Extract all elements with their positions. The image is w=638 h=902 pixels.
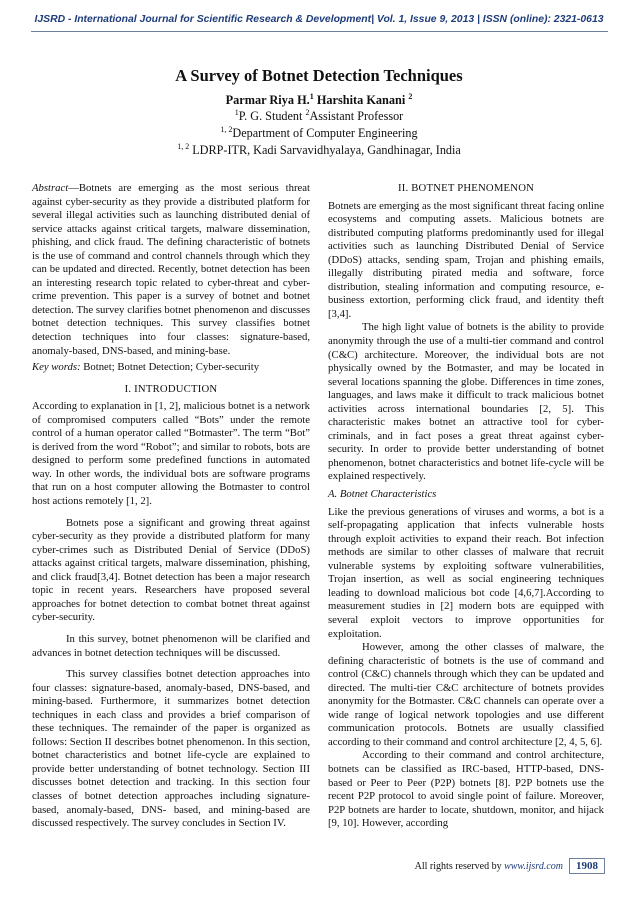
abstract: [32, 182, 310, 358]
page-number: 1908: [569, 858, 605, 874]
affiliation-department: [0, 125, 638, 142]
abstract-label: Abstract: [32, 182, 69, 194]
paper-title: A Survey of Botnet Detection Techniques: [175, 66, 463, 85]
author-affiliation-mark: 2: [408, 92, 413, 101]
site-link[interactable]: www.ijsrd.com: [504, 861, 563, 872]
section-heading-introduction: I. INTRODUCTION: [124, 382, 218, 395]
affiliation-mark: 2: [305, 108, 310, 117]
department-text: Department of Computer Engineering: [232, 126, 418, 140]
affiliation-mark: 1, 2: [177, 142, 190, 151]
subsection-heading-botnet-characteristics: A. Botnet Characteristics: [328, 488, 437, 501]
author-affiliation-mark: 1: [309, 92, 314, 101]
page-footer: [415, 858, 605, 874]
paragraph: However, among the other classes of malware, the defining characteristic of botnets is the use of command and control (C&C) channels through which they can be updated and directed. The multi-tier C&C architecture of botnets provides anonymity for the Botmaster. C&C channels can operate over a wide range of logical network topologies and use different communication protocols. Botnets are usually classified according to their command and control architecture [2, 4, 5, 6].: [328, 641, 604, 748]
affiliation-institute: [0, 142, 638, 159]
section-heading-botnet-phenomenon: II. BOTNET PHENOMENON: [397, 182, 535, 194]
affiliation-roles: [0, 108, 638, 125]
author-name: Parmar Riya H.: [225, 93, 310, 107]
abstract-text: —Botnets are emerging as the most serious threat against cyber-security as they provide a distributed platform for several illegal activities such as launching distributed denial of service attacks against critical targets, malware dissemination, phishing, and click fraud. The defining characteristic of botnets is the use of command and control channels through which they can be updated and directed. Recently, botnet detection has been an interesting research topic related to cyber-threat and cyber-crime prevention. This paper is a survey of botnet and botnet detection. The survey clarifies botnet phenomenon and discusses botnet detection techniques. This survey classifies botnet detection techniques into four classes: signature-based, anomaly-based, DNS-based, and mining-base.: [32, 182, 310, 357]
paragraph: According to explanation in [1, 2], malicious botnet is a network of compromised computers called “Bots” under the remote control of a human operator called “Botmaster”. The term “Bot” is derived from the word “Robot”; and similar to robots, bots are designed to perform some predefined functions in automated way. In other words, the individual bots are software programs that run on a host computer allowing the Botmaster to control host actions remotely [1, 2].: [32, 400, 310, 508]
author-line: [0, 92, 638, 108]
author-name: Harshita Kanani: [316, 93, 406, 107]
role-text: P. G. Student: [238, 109, 306, 123]
left-column: [32, 182, 310, 831]
keywords-text: Botnet; Botnet Detection; Cyber-security: [80, 361, 260, 374]
paragraph: The high light value of botnets is the ability to provide anonymity through the use of a multi-tier command and control (C&C) architecture. Moreover, the individual bots are not physically owned by the Botmaster, and may be located in several locations spanning the globe. Differences in time zones, languages, and laws make it difficult to track malicious botnet activities across international boundaries [2, 5]. This characteristic makes botnet an attractive tool for cyber- criminals, and in fact poses a great threat against cyber- security. In order to provide better understanding of botnet phenomenon, botnet characteristics and botnet life-cycle will be explained respectively.: [328, 321, 604, 483]
keywords: [32, 361, 310, 375]
institute-text: LDRP-ITR, Kadi Sarvavidhyalaya, Gandhinagar, India: [189, 143, 461, 157]
paragraph: Like the previous generations of viruses and worms, a bot is a self-propagating application that infects vulnerable hosts through exploit activities to expand their reach. Bot infection methods are similar to other classes of malware that recruit vulnerable systems by exploiting software vulnerabilities, Trojan insertion, as well as social engineering techniques leading to download malicious bot code [4,6,7].According to measurement studies in [2] modern bots are equipped with several exploit vectors to improve opportunities for exploitation.: [328, 505, 604, 640]
paragraph: This survey classifies botnet detection approaches into four classes: signature-based, anomaly-based, DNS-based, and mining-based. Furthermore, it summarizes botnet detection techniques in each class and provides a brief comparison of these techniques. The remainder of the paper is organized as follows: Section II describes botnet phenomenon. In this section, botnet characteristics and botnet life-cycle are explained to provide better understanding of botnet technology. Section III discusses botnet detection and tracking. In this section four classes of botnet detection approaches including signature-based, anomaly-based, DNS- based, and mining-based are discussed respectively. The survey concludes in Section IV.: [32, 668, 310, 830]
keywords-label: Key words:: [32, 361, 81, 374]
paragraph: According to their command and control architecture, botnets can be classified as IRC-based, HTTP-based, DNS- based or Peer to Peer (P2P) botnets [8]. P2P botnets use the recent P2P protocol to avoid single point of failure. Moreover, P2P botnets are harder to locate, shutdown, monitor, and hijack [9, 10]. However, according: [328, 749, 604, 830]
role-text: Assistant Professor: [309, 109, 404, 123]
affiliation-mark: 1: [234, 108, 239, 117]
header-divider: [31, 31, 608, 32]
title-block: [0, 64, 638, 159]
right-column: [328, 182, 604, 831]
paragraph: Botnets pose a significant and growing threat against cyber-security as they provide a distributed platform for many cyber-crimes such as Distributed Denial of Service (DDoS) attacks against critical targets, malware dissemination, phishing, and click fraud[3,4]. Botnet detection has been a major research topic in recent years. Researchers have proposed several approaches for botnet detection to combat botnet threat against cyber-security.: [32, 516, 310, 624]
rights-text: All rights reserved by: [414, 861, 505, 872]
paragraph: In this survey, botnet phenomenon will be clarified and advances in botnet detection techniques will be discussed.: [32, 632, 310, 659]
paragraph: Botnets are emerging as the most significant threat facing online ecosystems and computing assets. Malicious botnets are distributed computing platforms predominantly used for illegal activities such as launching Distributed Denial of Service (DDoS) attacks, sending spam, Trojan and phishing emails, illegally distributing pirated media and software, force distribution, stealing information and computing resource, e- business extortion, performing click fraud, and identity theft [3,4].: [328, 199, 604, 320]
affiliation-mark: 1, 2: [220, 125, 233, 134]
journal-header: IJSRD - International Journal for Scientific Research & Development| Vol. 1, Issue 9, 2013 | ISSN (online): 2321-0613: [34, 14, 604, 25]
